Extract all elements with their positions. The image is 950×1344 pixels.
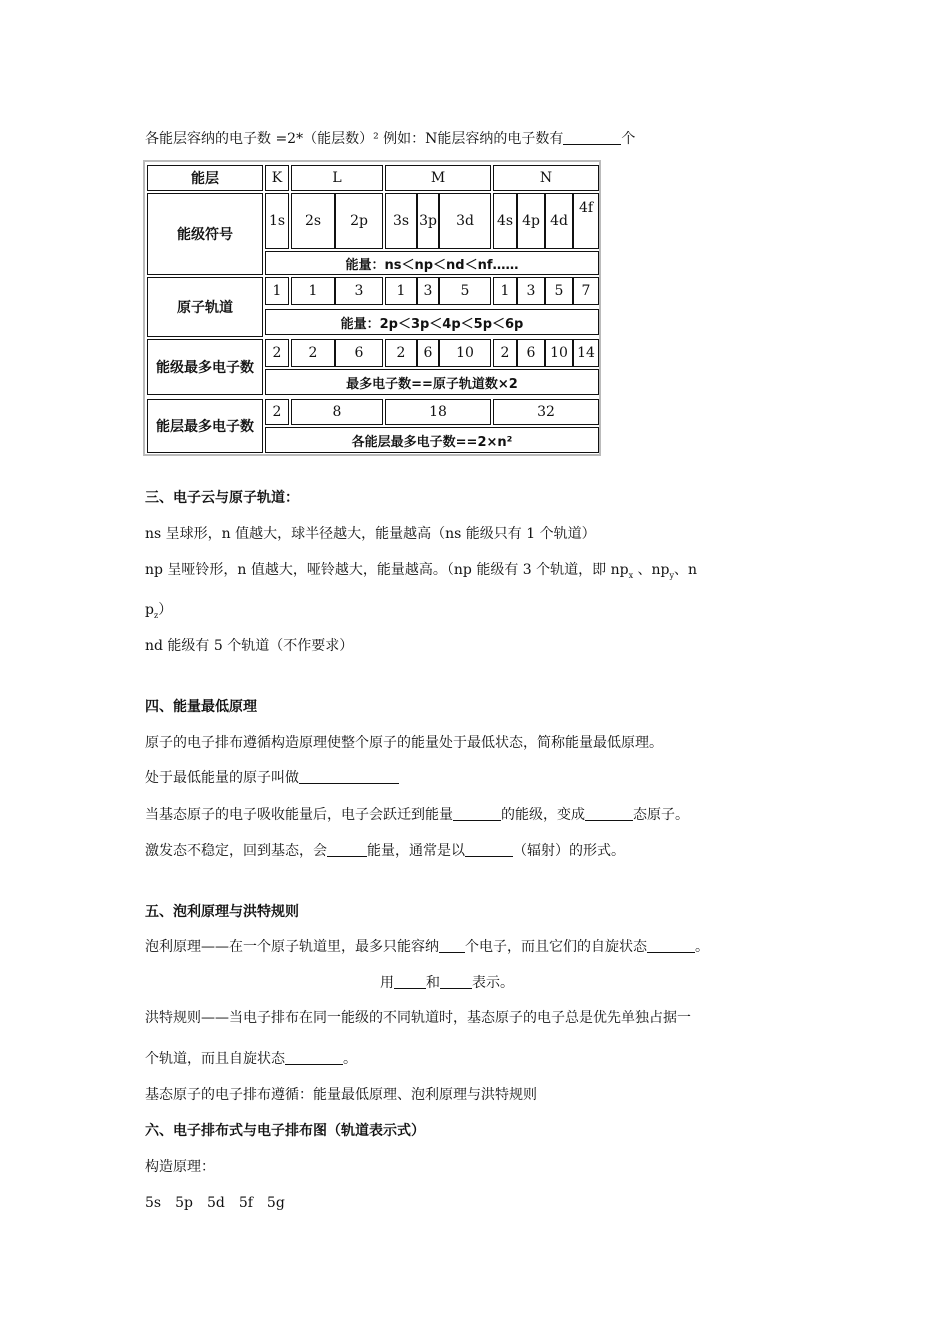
sec4-line-4 bbox=[145, 840, 625, 860]
sub-max-cell: 10 bbox=[439, 339, 491, 367]
section-3-title: 三、电子云与原子轨道： bbox=[145, 490, 299, 506]
sub-max-cell: 6 bbox=[417, 339, 439, 367]
orbital-cell: 3 bbox=[417, 277, 439, 305]
sec6-line-2: 5s 5p 5d 5f 5g bbox=[145, 1195, 285, 1211]
orbital-cell: 5 bbox=[439, 277, 491, 305]
sublevel-cell: 2s bbox=[291, 193, 335, 249]
orbital-cell: 1 bbox=[291, 277, 335, 305]
sublevel-cell: 4s bbox=[493, 193, 517, 249]
answer-blank[interactable] bbox=[453, 806, 501, 821]
note-4: 各能层最多电子数==2×n² bbox=[265, 427, 599, 453]
answer-blank[interactable] bbox=[439, 938, 465, 953]
intro-text: 各能层容纳的电子数 =2*（能层数）² 例如：N能层容纳的电子数有 bbox=[145, 131, 564, 147]
sublevel-cell: 1s bbox=[265, 193, 289, 249]
sec4-line-3 bbox=[145, 804, 689, 824]
sec5-l1b: 个电子，而且它们的自旋状态 bbox=[465, 939, 647, 955]
sec3-l3b: ） bbox=[158, 602, 173, 618]
section-6-title: 六、电子排布式与电子排布图（轨道表示式） bbox=[145, 1123, 425, 1139]
sec4-l2: 处于最低能量的原子叫做 bbox=[145, 770, 299, 786]
sec4-l4b: 能量，通常是以 bbox=[367, 843, 465, 859]
sec3-l2a: np 呈哑铃形，n 值越大，哑铃越大，能量越高。（np 能级有 3 个轨道，即 np bbox=[145, 562, 629, 578]
header-sublevel-max: 能级最多电子数 bbox=[147, 339, 263, 395]
note-3: 最多电子数==原子轨道数×2 bbox=[265, 369, 599, 395]
sec4-l3c: 态原子。 bbox=[633, 807, 689, 823]
shell-max-n: 32 bbox=[493, 399, 599, 425]
sec3-line-3 bbox=[145, 599, 172, 620]
sec5-line-2 bbox=[380, 972, 514, 992]
sublevel-cell: 4p bbox=[517, 193, 545, 249]
sec5-line-5: 基态原子的电子排布遵循：能量最低原理、泡利原理与洪特规则 bbox=[145, 1087, 537, 1103]
sec3-line-2 bbox=[145, 559, 697, 580]
sec5-l2a: 用 bbox=[380, 975, 394, 991]
section-4-title: 四、能量最低原理 bbox=[145, 699, 257, 715]
sec4-l3a: 当基态原子的电子吸收能量后，电子会跃迁到能量 bbox=[145, 807, 453, 823]
sub-max-cell: 6 bbox=[517, 339, 545, 367]
sec5-l1c: 。 bbox=[695, 939, 709, 955]
shell-max-m: 18 bbox=[385, 399, 491, 425]
shell-l: L bbox=[291, 165, 383, 191]
orbital-cell: 3 bbox=[517, 277, 545, 305]
sec3-l2c: 、n bbox=[674, 562, 698, 578]
energy-note-2: 能量：2p＜3p＜4p＜5p＜6p bbox=[265, 309, 599, 335]
sub-y: y bbox=[669, 570, 675, 580]
orbital-cell: 1 bbox=[493, 277, 517, 305]
sec4-line-1: 原子的电子排布遵循构造原理使整个原子的能量处于最低状态，简称能量最低原理。 bbox=[145, 735, 663, 751]
sub-max-cell: 2 bbox=[291, 339, 335, 367]
sec5-l4a: 个轨道，而且自旋状态 bbox=[145, 1051, 285, 1067]
sublevel-cell: 3p bbox=[417, 193, 439, 249]
header-sublevel: 能级符号 bbox=[147, 193, 263, 275]
answer-blank[interactable] bbox=[285, 1050, 343, 1065]
sec6-line-1: 构造原理： bbox=[145, 1159, 215, 1175]
sub-z: z bbox=[153, 610, 159, 620]
section-5-title: 五、泡利原理与洪特规则 bbox=[145, 904, 299, 920]
sub-max-cell: 2 bbox=[493, 339, 517, 367]
sec4-l3b: 的能级，变成 bbox=[501, 807, 585, 823]
shell-m: M bbox=[385, 165, 491, 191]
orbital-cell: 1 bbox=[265, 277, 289, 305]
answer-blank[interactable] bbox=[563, 130, 621, 145]
shell-max-k: 2 bbox=[265, 399, 289, 425]
shell-k: K bbox=[265, 165, 289, 191]
sec3-line-4: nd 能级有 5 个轨道（不作要求） bbox=[145, 638, 354, 654]
sub-max-cell: 2 bbox=[385, 339, 417, 367]
sec5-line-1 bbox=[145, 936, 709, 956]
sec5-l2c: 表示。 bbox=[472, 975, 514, 991]
sec5-l1a: 泡利原理——在一个原子轨道里，最多只能容纳 bbox=[145, 939, 439, 955]
sec3-line-1: ns 呈球形，n 值越大，球半径越大，能量越高（ns 能级只有 1 个轨道） bbox=[145, 526, 596, 542]
sublevel-cell: 4d bbox=[545, 193, 573, 249]
answer-blank[interactable] bbox=[585, 806, 633, 821]
shell-max-l: 8 bbox=[291, 399, 383, 425]
answer-blank[interactable] bbox=[327, 842, 367, 857]
energy-note-1: 能量：ns＜np＜nd＜nf…… bbox=[265, 251, 599, 275]
answer-blank[interactable] bbox=[299, 769, 399, 784]
sec3-l3a: p bbox=[145, 602, 154, 618]
sublevel-cell: 3d bbox=[439, 193, 491, 249]
orbital-cell: 7 bbox=[573, 277, 599, 305]
intro-after: 个 bbox=[621, 131, 636, 147]
sub-max-cell: 2 bbox=[265, 339, 289, 367]
shell-n: N bbox=[493, 165, 599, 191]
orbital-cell: 5 bbox=[545, 277, 573, 305]
sec3-l2b: 、np bbox=[633, 562, 670, 578]
intro-line bbox=[145, 128, 635, 148]
sec4-line-2 bbox=[145, 767, 399, 787]
sec4-l4c: （辐射）的形式。 bbox=[513, 843, 625, 859]
sub-max-cell: 10 bbox=[545, 339, 573, 367]
sec5-l4b: 。 bbox=[343, 1051, 357, 1067]
sub-max-cell: 14 bbox=[573, 339, 599, 367]
answer-blank[interactable] bbox=[647, 938, 695, 953]
answer-blank[interactable] bbox=[465, 842, 513, 857]
header-shell-max: 能层最多电子数 bbox=[147, 399, 263, 453]
sec5-l2b: 和 bbox=[426, 975, 440, 991]
sec5-line-3: 洪特规则——当电子排布在同一能级的不同轨道时，基态原子的电子总是优先单独占据一 bbox=[145, 1010, 691, 1026]
header-orbitals: 原子轨道 bbox=[147, 277, 263, 337]
orbital-cell: 3 bbox=[335, 277, 383, 305]
sub-max-cell: 6 bbox=[335, 339, 383, 367]
energy-level-table bbox=[143, 160, 601, 456]
sublevel-cell: 2p bbox=[335, 193, 383, 249]
header-shell: 能层 bbox=[147, 165, 263, 191]
sublevel-cell: 4f bbox=[573, 193, 599, 249]
sublevel-cell: 3s bbox=[385, 193, 417, 249]
sec5-line-4 bbox=[145, 1048, 357, 1068]
answer-blank[interactable] bbox=[440, 974, 472, 989]
sec4-l4a: 激发态不稳定，回到基态，会 bbox=[145, 843, 327, 859]
sub-x: x bbox=[628, 570, 634, 580]
orbital-cell: 1 bbox=[385, 277, 417, 305]
answer-blank[interactable] bbox=[394, 974, 426, 989]
